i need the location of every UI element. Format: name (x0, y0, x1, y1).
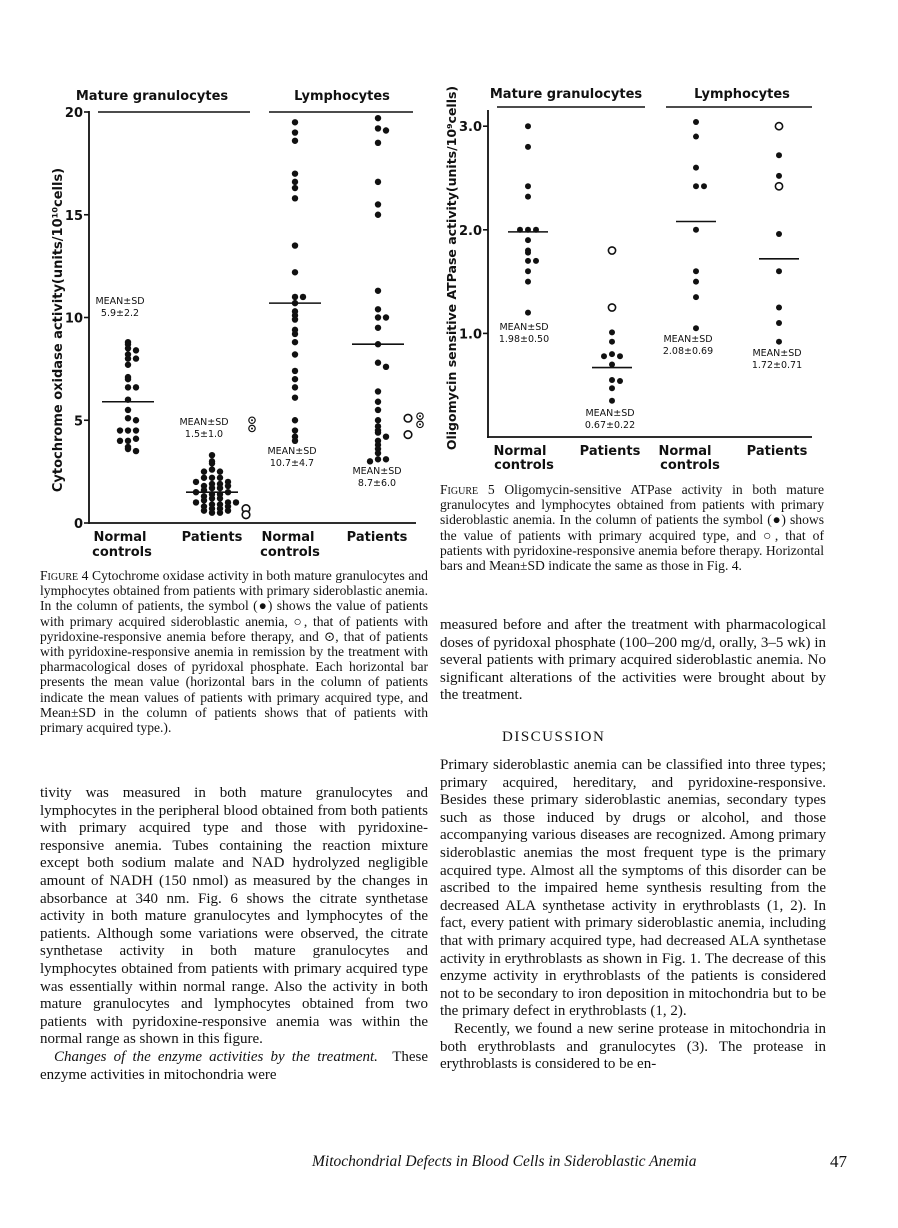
data-point-filled (125, 384, 131, 390)
data-point-filled (133, 384, 139, 390)
data-point-filled (292, 308, 298, 314)
data-point-filled (375, 314, 381, 320)
data-point-filled (776, 173, 782, 179)
data-point-filled (776, 320, 782, 326)
data-point-filled (125, 415, 131, 421)
data-point-filled (525, 144, 531, 150)
data-point-filled (125, 444, 131, 450)
y-tick-label: 20 (64, 106, 83, 121)
data-point-filled (201, 475, 207, 481)
figure-5 (440, 80, 830, 475)
data-point-filled (125, 362, 131, 368)
data-point-filled (525, 268, 531, 274)
fig4-x-label-1a: Normal (93, 530, 147, 545)
data-point-filled (292, 316, 298, 322)
mean-sd-label: MEAN±SD (752, 348, 802, 359)
data-point-filled (292, 438, 298, 444)
data-point-filled (292, 294, 298, 300)
left-paragraph-2-text: These enzyme activities in mitochondria were (40, 1048, 429, 1083)
data-point-filled (609, 377, 615, 383)
fig5-x-label-3a: Normal (658, 444, 712, 459)
data-point-filled (292, 427, 298, 433)
data-point-filled (125, 427, 131, 433)
data-point-filled (125, 351, 131, 357)
data-point-filled (525, 237, 531, 243)
data-point-filled (693, 268, 699, 274)
left-paragraph-1: tivity was measured in both mature granulocytes and lymphocytes in the peripheral blood obtained from both patients with primary acquired type and those with pyridoxine-responsive anemia. Tubes containing the reaction mixture except both sodium malate and NAD hydrolyzed negligible amount of NADH (150 nmol) as measured by the changes in absorbance at 340 nm. Fig. 6 shows the citrate synthetase activity in both mature granulocytes and lymphocytes of the patients. Although some variations were observed, the citrate synthetase activity in both mature granulocytes and lymphocytes obtained from patients with primary acquired type was essentially within normal range. Also the activity in both mature granulocytes and lymphocytes obtained from two patients with pyridoxine-responsive anemia was within the normal range as shown in this figure. (40, 785, 428, 1048)
figure-4-caption-text: Cytochrome oxidase activity in both mature granulocytes and lymphocytes obtained from patients with primary sideroblastic anemia. In the column of patients, the symbol (●) shows the value of patients with primary acquired sideroblastic anemia, ○, that of patients with pyridoxine-responsive anemia before therapy, and ⊙, that of patients with pyridoxine-responsive anemia in remission by the treatment with pharmacological doses of pyridoxal phosphate. Each horizontal bar presents the mean value (horizontal bars in the column of patients indicate the mean values of patients with primary acquired type, and Mean±SD in the column of patients shows that of patients with primary acquired type.). (40, 568, 428, 736)
data-point-filled (209, 460, 215, 466)
data-point-filled (292, 138, 298, 144)
mean-sd-value: 8.7±6.0 (357, 478, 397, 489)
data-point-filled (217, 510, 223, 516)
data-point-filled (193, 499, 199, 505)
data-point-filled (133, 355, 139, 361)
data-point-filled (617, 353, 623, 359)
y-tick-label: 15 (64, 208, 83, 224)
data-point-filled (693, 294, 699, 300)
figure-4-caption-label: Figure 4 (40, 568, 89, 583)
data-point-filled (375, 450, 381, 456)
mean-sd-label: MEAN±SD (95, 296, 145, 307)
data-point-filled (383, 433, 389, 439)
figure-5-caption-label: Figure 5 (440, 482, 495, 497)
data-point-filled (117, 438, 123, 444)
data-point-filled (525, 183, 531, 189)
fig4-group-label-lymphocytes: Lymphocytes (294, 89, 390, 104)
data-point-filled (776, 152, 782, 158)
fig4-x-label-2: Patients (181, 530, 243, 545)
data-point-filled (193, 479, 199, 485)
mean-sd-label: MEAN±SD (352, 466, 402, 477)
data-point-filled (701, 183, 707, 189)
data-point-filled (375, 306, 381, 312)
data-point-filled (383, 127, 389, 133)
data-point-filled (209, 510, 215, 516)
data-point-filled (375, 288, 381, 294)
data-point-dotted-center (419, 415, 421, 417)
data-point-filled (217, 475, 223, 481)
mean-sd-value: 5.9±2.2 (100, 308, 140, 319)
data-point-filled (525, 279, 531, 285)
figure-5-caption-text: Oligomycin-sensitive ATPase activity in both mature granulocytes and lymphocytes obtained from patients with primary sideroblastic anemia. In the column of patients the symbol (●) shows the value of patients with primary acquired type, and ○, that of patients with pyridoxine-responsive anemia before therapy. Horizontal bars and Mean±SD indicate the same as those in Fig. 4. (440, 482, 824, 574)
subheading-changes-of-enzyme: Changes of the enzyme activities by the treatment. (54, 1048, 378, 1065)
data-point-filled (693, 183, 699, 189)
data-point-filled (609, 398, 615, 404)
data-point-dotted-center (251, 427, 253, 429)
data-point-filled (292, 185, 298, 191)
running-title: Mitochondrial Defects in Blood Cells in Sideroblastic Anemia (312, 1153, 697, 1170)
data-point-filled (225, 507, 231, 513)
data-point-open (242, 511, 250, 519)
data-point-filled (292, 119, 298, 125)
data-point-filled (776, 339, 782, 345)
mean-sd-value: 1.98±0.50 (498, 334, 550, 345)
data-point-filled (292, 351, 298, 357)
data-point-filled (292, 384, 298, 390)
data-point-filled (292, 269, 298, 275)
data-point-filled (609, 361, 615, 367)
data-point-filled (117, 427, 123, 433)
y-tick-label: 3.0 (458, 120, 482, 136)
data-point-filled (375, 201, 381, 207)
page-number: 47 (830, 1152, 847, 1171)
data-point-filled (217, 485, 223, 491)
data-point-filled (201, 507, 207, 513)
data-point-filled (375, 125, 381, 131)
data-point-filled (375, 429, 381, 435)
data-point-filled (609, 351, 615, 357)
data-point-filled (292, 331, 298, 337)
data-point-filled (776, 268, 782, 274)
discussion-heading: DISCUSSION (502, 729, 606, 745)
fig5-x-label-4: Patients (746, 444, 808, 459)
data-point-filled (292, 242, 298, 248)
fig5-x-label-3b: controls (660, 458, 720, 473)
fig5-x-label-1b: controls (494, 458, 554, 473)
data-point-filled (133, 417, 139, 423)
data-point-filled (201, 497, 207, 503)
data-point-filled (609, 385, 615, 391)
data-point-filled (217, 495, 223, 501)
mean-sd-label: MEAN±SD (663, 334, 713, 345)
data-point-filled (375, 115, 381, 121)
data-point-filled (609, 329, 615, 335)
fig4-x-label-1b: controls (92, 545, 152, 560)
mean-sd-label: MEAN±SD (585, 408, 635, 419)
fig5-x-label-1a: Normal (493, 444, 547, 459)
data-point-filled (375, 456, 381, 462)
data-point-filled (133, 427, 139, 433)
data-point-filled (375, 179, 381, 185)
data-point-filled (375, 325, 381, 331)
data-point-filled (225, 483, 231, 489)
data-point-filled (209, 452, 215, 458)
data-point-filled (383, 314, 389, 320)
data-point-filled (133, 448, 139, 454)
fig5-y-axis-label: Oligomycin sensitive ATPase activity(units/10⁹cells) (444, 85, 459, 451)
data-point-filled (693, 134, 699, 140)
figure-5-caption (440, 482, 824, 573)
y-tick-label: 2.0 (458, 223, 482, 239)
discussion-paragraph-2: Recently, we found a new serine protease in mitochondria in both erythroblasts and granulocytes (3). The protease in erythroblasts is considered to be en- (440, 1020, 826, 1073)
data-point-filled (292, 368, 298, 374)
data-point-filled (300, 294, 306, 300)
figure-5-chart (440, 80, 830, 475)
data-point-filled (201, 468, 207, 474)
data-point-filled (292, 394, 298, 400)
data-point-filled (525, 258, 531, 264)
data-point-filled (776, 305, 782, 311)
figure-4-chart (40, 80, 430, 565)
data-point-filled (693, 279, 699, 285)
data-point-filled (525, 123, 531, 129)
fig4-y-axis-label: Cytochrome oxidase activity(units/10¹⁰cells) (51, 167, 66, 493)
data-point-filled (367, 458, 373, 464)
data-point-filled (525, 250, 531, 256)
left-paragraph-2 (40, 1049, 428, 1084)
data-point-filled (292, 129, 298, 135)
data-point-filled (292, 195, 298, 201)
y-tick-label: 0 (73, 517, 83, 532)
data-point-filled (617, 378, 623, 384)
fig4-group-label-granulocytes: Mature granulocytes (75, 89, 229, 104)
data-point-filled (292, 417, 298, 423)
data-point-filled (375, 399, 381, 405)
data-point-filled (217, 468, 223, 474)
data-point-filled (292, 376, 298, 382)
data-point-filled (292, 170, 298, 176)
data-point-open (608, 247, 615, 254)
data-point-filled (375, 417, 381, 423)
data-point-filled (693, 165, 699, 171)
data-point-filled (601, 353, 607, 359)
data-point-filled (693, 325, 699, 331)
fig4-x-label-3a: Normal (261, 530, 315, 545)
data-point-open (775, 183, 782, 190)
right-paragraph-1: measured before and after the treatment with pharmacological doses of pyridoxal phosphate (100–200 mg/d, orally, 3–5 wk) in several patients with primary acquired sideroblastic anemia. No significant alterations of the activities were brought about by the treatment. (440, 617, 826, 704)
data-point-filled (375, 212, 381, 218)
discussion-paragraph-1: Primary sideroblastic anemia can be classified into three types; primary acquired, hereditary, and pyridoxine-responsive. Besides these primary sideroblastic anemias, secondary types such as those induced by drugs or alcohol, and those accompanying various diseases are recognized. Among primary sideroblastic anemias the most frequent type is the primary acquired type. Almost all the symptoms of this disorder can be ascribed to the impaired heme synthesis resulting from the decreased ALA synthetase activity in erythroblasts (1, 2). In fact, every patient with primary sideroblastic anemia, including that with primary acquired type, had decreased ALA synthetase activity in erythroblasts as shown in Fig. 1. The decrease of this enzyme activity in erythroblasts of the patients is considered not to be secondary to iron deposition in mitochondria but to be the primary defect in erythroblasts (1, 2). (440, 757, 826, 1020)
data-point-filled (133, 436, 139, 442)
data-point-filled (292, 339, 298, 345)
figure-4 (40, 80, 430, 565)
data-point-filled (525, 310, 531, 316)
data-point-filled (533, 258, 539, 264)
data-point-filled (233, 499, 239, 505)
right-body-column-bottom (440, 757, 826, 1074)
y-tick-label: 5 (73, 414, 83, 430)
data-point-filled (125, 345, 131, 351)
left-body-column (40, 785, 428, 1084)
figure-4-caption (40, 568, 428, 735)
fig5-group-label-lymphocytes: Lymphocytes (694, 87, 790, 102)
data-point-filled (125, 376, 131, 382)
data-point-filled (525, 194, 531, 200)
data-point-filled (125, 407, 131, 413)
mean-sd-value: 1.5±1.0 (184, 429, 224, 440)
data-point-filled (383, 456, 389, 462)
data-point-filled (209, 475, 215, 481)
data-point-open (608, 304, 615, 311)
data-point-filled (609, 339, 615, 345)
mean-sd-value: 2.08±0.69 (662, 346, 714, 357)
y-tick-label: 1.0 (458, 327, 482, 343)
fig4-x-label-3b: controls (260, 545, 320, 560)
data-point-dotted-center (419, 423, 421, 425)
data-point-filled (292, 179, 298, 185)
mean-sd-value: 10.7±4.7 (269, 458, 315, 469)
data-point-open (404, 414, 412, 422)
data-point-open (404, 431, 412, 439)
mean-sd-label: MEAN±SD (179, 417, 229, 428)
fig5-x-label-2: Patients (579, 444, 641, 459)
data-point-filled (375, 140, 381, 146)
mean-sd-value: 1.72±0.71 (751, 360, 803, 371)
data-point-filled (209, 485, 215, 491)
data-point-open (775, 123, 782, 130)
mean-sd-label: MEAN±SD (267, 446, 317, 457)
data-point-filled (693, 227, 699, 233)
mean-sd-label: MEAN±SD (499, 322, 549, 333)
data-point-filled (375, 407, 381, 413)
data-point-filled (375, 388, 381, 394)
fig5-group-label-granulocytes: Mature granulocytes (489, 87, 643, 102)
data-point-filled (125, 438, 131, 444)
data-point-filled (209, 466, 215, 472)
data-point-filled (383, 364, 389, 370)
data-point-filled (375, 360, 381, 366)
data-point-dotted-center (251, 419, 253, 421)
data-point-filled (693, 119, 699, 125)
y-tick-label: 10 (64, 311, 83, 327)
mean-sd-value: 0.67±0.22 (584, 420, 636, 431)
data-point-filled (133, 347, 139, 353)
data-point-filled (209, 495, 215, 501)
data-point-filled (776, 231, 782, 237)
fig4-x-label-4: Patients (346, 530, 408, 545)
right-body-column-top (440, 617, 826, 705)
